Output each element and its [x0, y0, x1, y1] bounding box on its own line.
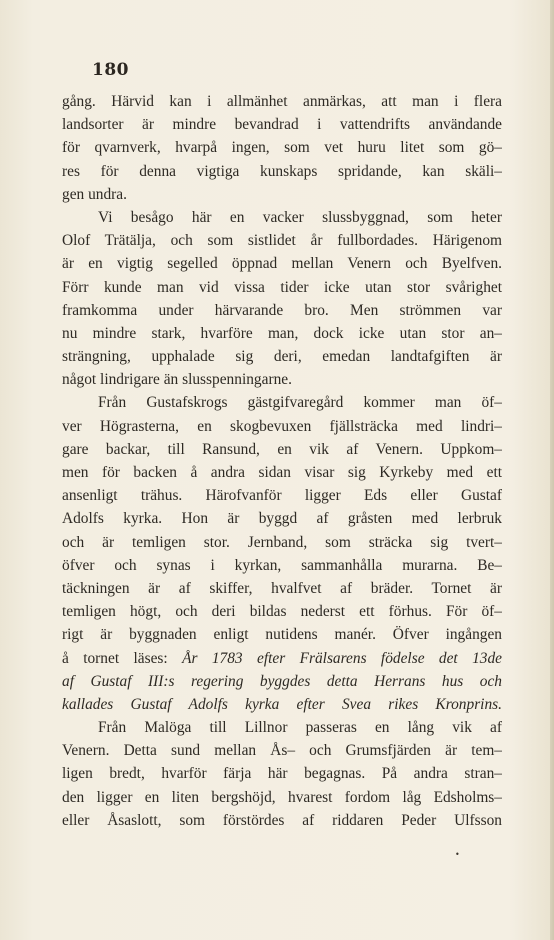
text-line: gång. Härvid kan i allmänhet anmärkas, att man i flera — [62, 93, 502, 110]
text-line: något lindrigare än slusspenningarne. — [62, 371, 292, 389]
text-line: Venern. Detta sund mellan Ås– och Grumsfjärden är tem– — [62, 742, 502, 760]
text-line: den ligger en liten bergshöjd, hvarest fordom låg Edsholms– — [62, 788, 502, 806]
text-line: Adolfs kyrka. Hon är byggd af gråsten med lerbruk — [62, 510, 502, 528]
text-line: eller Åsaslott, som förstördes af riddaren Peder Ulfsson — [62, 811, 502, 829]
text-line — [62, 647, 502, 670]
text-line: täckningen är af skiffer, hvalfvet af bräder. Tornet är — [62, 579, 502, 597]
text-line: och är temligen stor. Jernband, som sträcka sig tvert– — [62, 533, 502, 551]
text-line: ligen bredt, hvarför färja här begagnas. På andra stran– — [62, 765, 502, 783]
text-line: men för backen å andra sidan visar sig Kyrkeby med ett — [62, 464, 502, 481]
text-line: af Gustaf III:s regering byggdes detta Herrans hus och — [62, 672, 502, 690]
text-line: temligen högt, och deri bildas nederst ett förhus. För öf– — [62, 603, 502, 621]
page-number: 180 — [92, 60, 129, 80]
text-line: framkomma under härvarande bro. Men strömmen var — [62, 301, 502, 319]
text-line: Vi besågo här en vacker slussbyggnad, som heter — [98, 208, 502, 226]
text-line: rigt är byggnaden enligt nutidens manér. Öfver ingången — [62, 626, 502, 644]
text-line: strängning, upphalade sig deri, emedan landtafgiften är — [62, 348, 502, 366]
text-line: landsorter är mindre bevandrad i vattendrifts användande — [62, 116, 502, 134]
text-line: för qvarnverk, hvarpå ingen, som vet huru litet som gö– — [62, 139, 502, 157]
text-line: Olof Trätälja, och som sistlidet år fullbordades. Härigenom — [62, 232, 502, 250]
body-text — [62, 90, 502, 832]
text-line: kallades Gustaf Adolfs kyrka efter Svea rikes Kronprins. — [62, 695, 502, 713]
text-line: Förr kunde man vid vissa tider icke utan stor svårighet — [62, 278, 502, 296]
text-line: gen undra. — [62, 185, 127, 203]
footer-mark: • — [455, 850, 460, 859]
text-line: Från Malöga till Lillnor passeras en lång vik af — [98, 719, 502, 737]
text-line-normal: å tornet läses: — [62, 649, 168, 667]
text-line: är en vigtig segelled öppnad mellan Venern och Byelfven. — [62, 255, 502, 273]
text-line-italic: År 1783 efter Frälsarens födelse det 13de — [182, 649, 502, 667]
text-line: ansenligt trähus. Härofvanför ligger Eds eller Gustaf — [62, 487, 502, 505]
text-line: res för denna vigtiga kunskaps spridande, kan skäli– — [62, 162, 502, 180]
text-line: Från Gustafskrogs gästgifvaregård kommer man öf– — [98, 394, 502, 412]
text-line: ver Högrasterna, en skogbevuxen fjällsträcka med lindri– — [62, 417, 502, 435]
text-line: öfver och synas i kyrkan, sammanhålla murarna. Be– — [62, 556, 502, 574]
page-edge — [550, 0, 554, 940]
text-line: nu mindre stark, hvarföre man, dock icke utan stor an– — [62, 324, 502, 342]
text-line: gare backar, till Ransund, en vik af Venern. Uppkom– — [62, 440, 502, 458]
